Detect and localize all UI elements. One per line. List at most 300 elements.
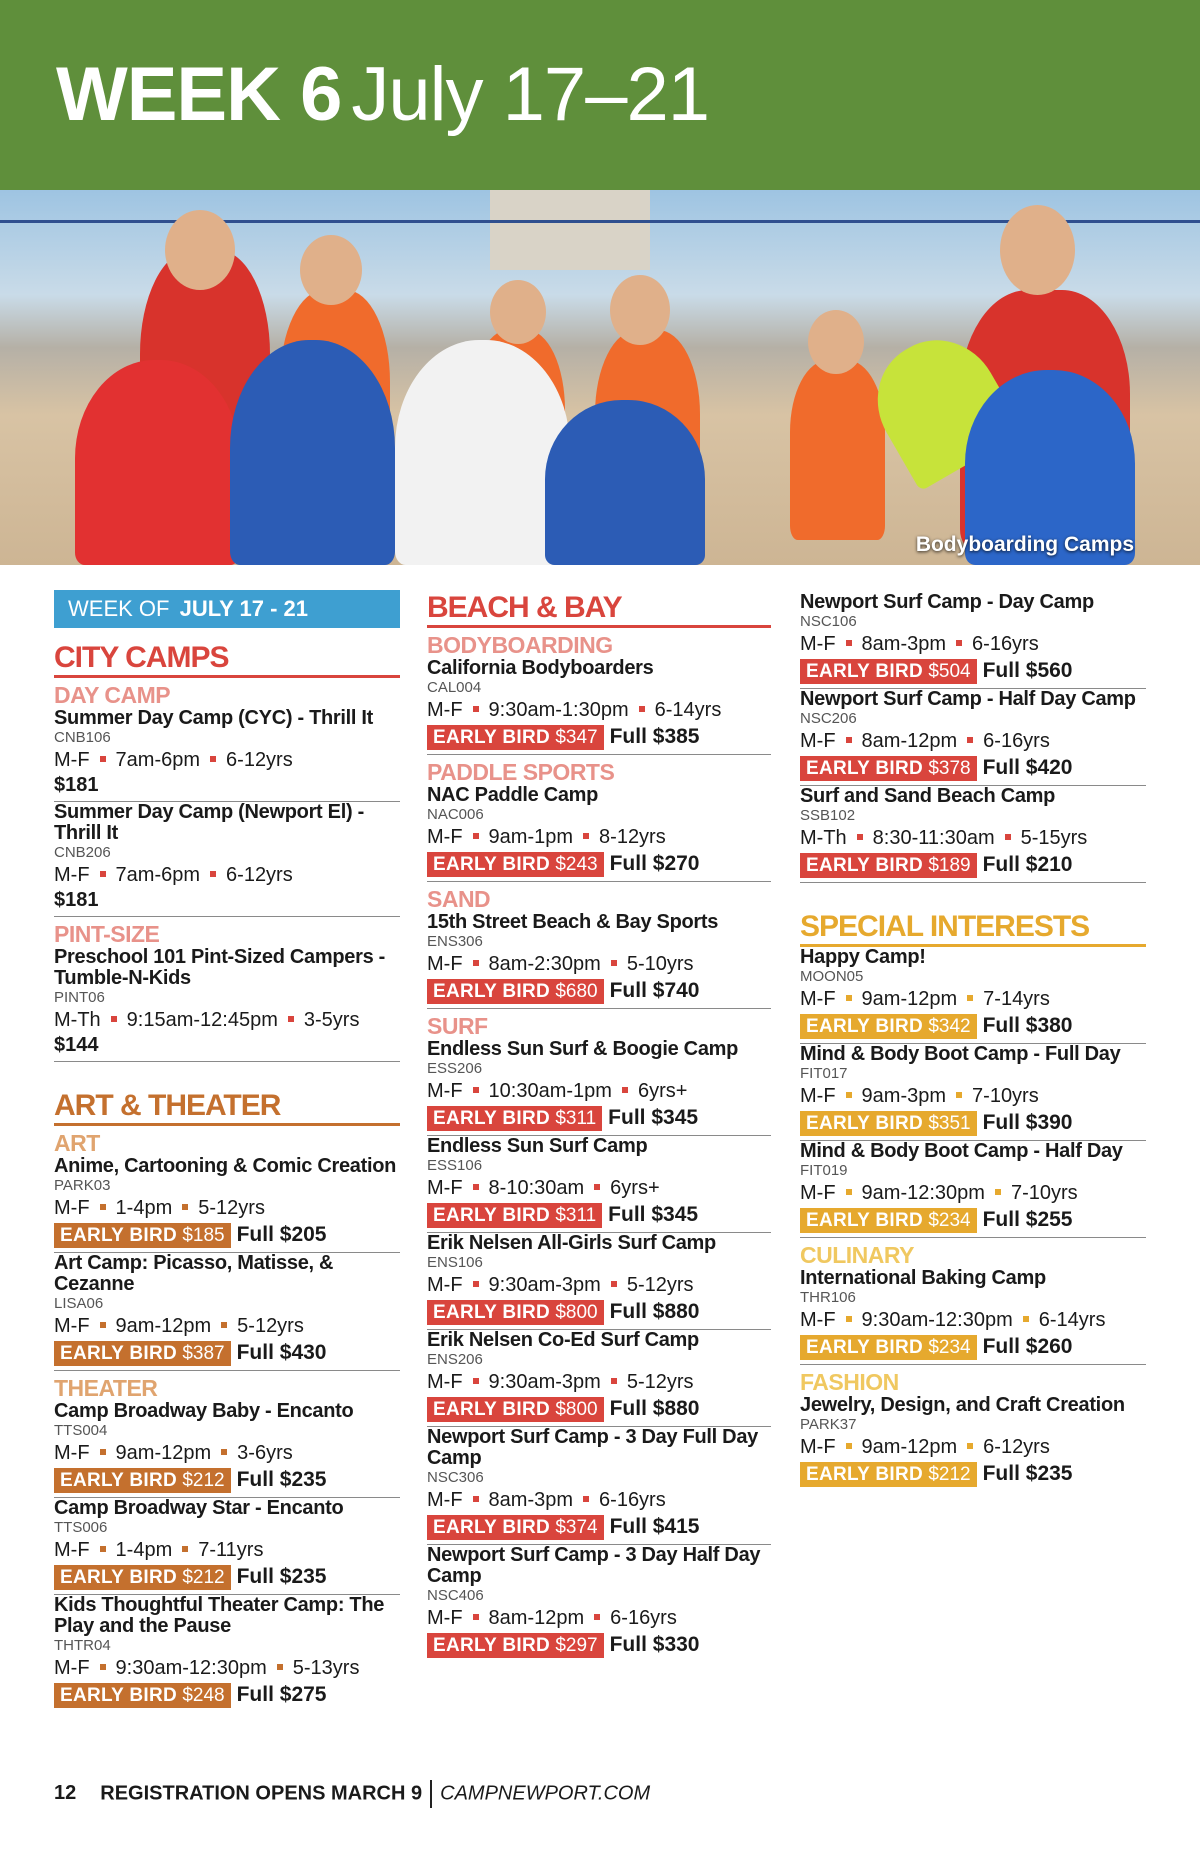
price-row [54, 1222, 400, 1248]
early-bird-badge [800, 659, 977, 684]
full-label: Full [236, 1341, 274, 1364]
camp-code: ESS206 [427, 1060, 483, 1077]
bullet-icon [100, 1449, 106, 1455]
full-label: Full [608, 1203, 646, 1226]
early-bird-price: $387 [182, 1343, 225, 1364]
camp-days: M-F [54, 749, 90, 771]
camp-listing[interactable] [800, 689, 1146, 786]
bullet-icon [473, 1614, 479, 1620]
camp-listing[interactable] [54, 1595, 400, 1712]
camp-code: NSC206 [800, 710, 857, 727]
camp-schedule [800, 1434, 1146, 1460]
camp-schedule [427, 1369, 771, 1395]
camp-listing[interactable] [800, 947, 1146, 1044]
camp-listing[interactable] [800, 592, 1146, 689]
price-row [427, 1202, 771, 1228]
early-bird-label: EARLY BIRD [433, 1635, 551, 1656]
full-label: Full [609, 1300, 647, 1323]
camp-listing[interactable] [54, 1156, 400, 1253]
camp-time: 9am-12pm [861, 1436, 958, 1458]
camp-listing[interactable] [427, 1427, 771, 1545]
camp-name: Surf and Sand Beach Camp [800, 785, 1056, 807]
bullet-icon [846, 1443, 852, 1449]
week-dates: July 17–21 [351, 52, 709, 137]
white-bodyboard [395, 340, 570, 565]
bullet-icon [611, 1378, 617, 1384]
camp-days: M-F [427, 1274, 463, 1296]
bullet-icon [473, 706, 479, 712]
camp-listing[interactable] [800, 1044, 1146, 1141]
week-number: WEEK 6 [56, 52, 342, 137]
camp-code: SSB102 [800, 807, 856, 824]
early-bird-badge [427, 1515, 604, 1540]
camp-listing[interactable] [800, 1268, 1146, 1365]
bullet-icon [956, 1092, 962, 1098]
full-price-value: $260 [1025, 1335, 1073, 1358]
camp-time: 9am-3pm [861, 1085, 947, 1107]
camp-time: 9:30am-12:30pm [861, 1309, 1013, 1331]
subcategory-heading: SAND [427, 886, 491, 912]
camp-listing[interactable] [54, 1498, 400, 1595]
camp-name: Summer Day Camp (CYC) - Thrill It [54, 707, 374, 729]
subcategory-heading: CULINARY [800, 1242, 914, 1268]
camp-days: M-F [54, 1657, 90, 1679]
early-bird-label: EARLY BIRD [806, 855, 924, 876]
bullet-icon [846, 1092, 852, 1098]
camp-code: ENS306 [427, 933, 483, 950]
early-bird-badge [800, 1208, 977, 1233]
full-label: Full [609, 1633, 647, 1656]
camp-days: M-F [427, 1177, 463, 1199]
camp-code: THTR04 [54, 1637, 111, 1654]
price-row [427, 1396, 771, 1422]
bullet-icon [956, 640, 962, 646]
camp-name: Camp Broadway Baby - Encanto [54, 1400, 354, 1422]
price-row [800, 1334, 1146, 1360]
camp-listing[interactable] [427, 912, 771, 1009]
camp-listing[interactable] [427, 1136, 771, 1233]
full-label: Full [982, 756, 1020, 779]
camp-time: 9am-12:30pm [861, 1182, 985, 1204]
camp-listing[interactable] [427, 1545, 771, 1662]
camp-code: PINT06 [54, 989, 105, 1006]
price-row [54, 1340, 400, 1366]
camp-schedule [427, 1605, 771, 1631]
full-price [983, 852, 1073, 877]
early-bird-badge [54, 1468, 231, 1493]
camp-days: M-F [54, 864, 90, 886]
full-price-value: $330 [652, 1633, 700, 1656]
camp-time: 9am-12pm [861, 988, 958, 1010]
camp-code: CNB106 [54, 729, 111, 746]
full-label: Full [982, 1208, 1020, 1231]
full-price-value: $415 [652, 1515, 700, 1538]
camp-listing[interactable] [54, 947, 400, 1062]
full-price-value: $235 [279, 1565, 327, 1588]
blue-bodyboard [230, 340, 395, 565]
early-bird-price: $504 [928, 661, 971, 682]
early-bird-price: $800 [555, 1399, 598, 1420]
camp-price: $181 [54, 774, 99, 796]
camp-code: NAC006 [427, 806, 484, 823]
full-label: Full [609, 979, 647, 1002]
price-row [800, 1461, 1146, 1487]
camp-ages: 7-10yrs [972, 1085, 1039, 1107]
camp-time: 9am-12pm [115, 1442, 212, 1464]
bullet-icon [473, 833, 479, 839]
camp-schedule [800, 1180, 1146, 1206]
early-bird-label: EARLY BIRD [433, 1517, 551, 1538]
camp-code: LISA06 [54, 1295, 104, 1312]
early-bird-badge [427, 1106, 602, 1131]
camp-price: $181 [54, 889, 99, 911]
camp-listing[interactable] [427, 1330, 771, 1427]
full-price [237, 1340, 327, 1365]
full-label: Full [982, 853, 1020, 876]
camp-code: NSC406 [427, 1587, 484, 1604]
camp-name: Newport Surf Camp - Half Day Camp [800, 688, 1136, 710]
full-price-value: $205 [279, 1223, 327, 1246]
camp-ages: 6-14yrs [654, 699, 722, 721]
full-price [610, 1514, 700, 1539]
early-bird-label: EARLY BIRD [433, 1108, 551, 1129]
early-bird-price: $378 [928, 758, 971, 779]
camp-time: 8:30-11:30am [872, 827, 995, 849]
camp-listing[interactable] [800, 1395, 1146, 1491]
bullet-icon [100, 756, 106, 762]
camp-code: TTS006 [54, 1519, 108, 1536]
bullet-icon [210, 871, 216, 877]
full-label: Full [236, 1468, 274, 1491]
bullet-icon [100, 1204, 106, 1210]
camp-name: Jewelry, Design, and Craft Creation [800, 1394, 1125, 1416]
camp-schedule [800, 728, 1146, 754]
camp-ages: 6-12yrs [983, 1436, 1050, 1458]
bullet-icon [995, 1189, 1001, 1195]
camp-time: 9am-12pm [115, 1315, 212, 1337]
camp-days: M-F [800, 1309, 836, 1331]
camp-listing[interactable] [800, 786, 1146, 883]
subcategory-heading: PINT-SIZE [54, 921, 160, 947]
camp-ages: 6-14yrs [1038, 1309, 1106, 1331]
early-bird-price: $234 [928, 1337, 971, 1358]
instructor-left-head [165, 210, 235, 290]
week-of-dates: JULY 17 - 21 [179, 596, 309, 621]
early-bird-badge [800, 1014, 977, 1039]
column-1-listings [54, 642, 400, 1712]
early-bird-badge [54, 1341, 231, 1366]
page-header [0, 0, 1200, 190]
full-price-value: $880 [652, 1397, 700, 1420]
price-row [427, 978, 771, 1004]
price-row [427, 1514, 771, 1540]
week-of-bar [54, 590, 400, 628]
camp-days: M-F [427, 699, 463, 721]
camp-schedule [54, 1537, 400, 1563]
camp-name: Newport Surf Camp - 3 Day Full Day Camp [427, 1426, 758, 1469]
camp-listing[interactable] [427, 658, 771, 755]
bullet-icon [210, 756, 216, 762]
camp-schedule [427, 697, 771, 723]
camp-schedule [54, 747, 400, 773]
camp-days: M-F [800, 633, 836, 655]
camp-days: M-F [800, 1436, 836, 1458]
bullet-icon [111, 1016, 117, 1022]
camp-ages: 6-12yrs [226, 864, 293, 886]
bullet-icon [1005, 834, 1011, 840]
full-label: Full [982, 1111, 1020, 1134]
full-label: Full [982, 659, 1020, 682]
camp-name: Mind & Body Boot Camp - Half Day [800, 1140, 1123, 1162]
bullet-icon [967, 1443, 973, 1449]
early-bird-badge [800, 756, 977, 781]
camp-schedule [800, 825, 1146, 851]
full-price [983, 1461, 1073, 1486]
full-label: Full [609, 725, 647, 748]
camp-listing[interactable] [427, 1233, 771, 1330]
early-bird-label: EARLY BIRD [433, 1399, 551, 1420]
camp-code: PARK37 [800, 1416, 857, 1433]
bullet-icon [639, 706, 645, 712]
early-bird-label: EARLY BIRD [60, 1225, 178, 1246]
full-price [608, 1202, 698, 1227]
camp-schedule [800, 1083, 1146, 1109]
early-bird-price: $351 [928, 1113, 971, 1134]
camp-time: 1-4pm [115, 1197, 173, 1219]
camp-schedule [54, 1313, 400, 1339]
camp-ages: 5-12yrs [626, 1371, 694, 1393]
camp-time: 9:30am-12:30pm [115, 1657, 267, 1679]
bullet-icon [967, 995, 973, 1001]
camp-code: ENS206 [427, 1351, 483, 1368]
bullet-icon [100, 871, 106, 877]
camp-listing[interactable] [427, 785, 771, 882]
camp-ages: 5-12yrs [626, 1274, 694, 1296]
kid-4 [790, 360, 885, 540]
full-price [237, 1564, 327, 1589]
camp-schedule [54, 1655, 400, 1681]
camp-days: M-F [800, 1182, 836, 1204]
camp-name: Erik Nelsen All-Girls Surf Camp [427, 1232, 716, 1254]
full-label: Full [982, 1335, 1020, 1358]
early-bird-badge [427, 1633, 604, 1658]
camp-days: M-F [800, 988, 836, 1010]
early-bird-price: $212 [928, 1464, 971, 1485]
early-bird-price: $212 [182, 1470, 225, 1491]
bullet-icon [277, 1664, 283, 1670]
full-price [983, 1013, 1073, 1038]
camp-time: 8am-3pm [861, 633, 947, 655]
full-price-value: $345 [651, 1106, 699, 1129]
camp-schedule [54, 1440, 400, 1466]
full-price [983, 1207, 1073, 1232]
camp-time: 7am-6pm [115, 749, 201, 771]
early-bird-label: EARLY BIRD [433, 1205, 551, 1226]
camp-name: Endless Sun Surf & Boogie Camp [427, 1038, 739, 1060]
early-bird-label: EARLY BIRD [60, 1470, 178, 1491]
price-row [427, 1632, 771, 1658]
camp-days: M-Th [800, 827, 847, 849]
price-row [54, 1467, 400, 1493]
camp-schedule [800, 631, 1146, 657]
price-row [427, 724, 771, 750]
camp-name: Art Camp: Picasso, Matisse, & Cezanne [54, 1252, 334, 1295]
full-label: Full [982, 1462, 1020, 1485]
early-bird-badge [427, 852, 604, 877]
camp-name: Summer Day Camp (Newport El) - Thrill It [54, 801, 364, 844]
camp-code: CAL004 [427, 679, 482, 696]
early-bird-label: EARLY BIRD [806, 661, 924, 682]
price-row [800, 1013, 1146, 1039]
column-3-listings [800, 592, 1146, 1491]
registration-note: REGISTRATION OPENS MARCH 9 [100, 1782, 423, 1805]
camp-name: 15th Street Beach & Bay Sports [427, 911, 719, 933]
bullet-icon [846, 1316, 852, 1322]
early-bird-price: $342 [928, 1016, 971, 1037]
camp-code: FIT017 [800, 1065, 848, 1082]
camp-schedule [800, 986, 1146, 1012]
full-price [983, 1110, 1073, 1135]
camp-code: TTS004 [54, 1422, 108, 1439]
camp-ages: 5-13yrs [292, 1657, 360, 1679]
full-price [983, 658, 1073, 683]
camp-name: Endless Sun Surf Camp [427, 1135, 648, 1157]
column-2 [427, 590, 771, 1662]
camp-ages: 5-10yrs [626, 953, 694, 975]
camp-schedule [427, 951, 771, 977]
early-bird-label: EARLY BIRD [806, 1016, 924, 1037]
full-price [610, 851, 700, 876]
camp-code: PARK03 [54, 1177, 111, 1194]
early-bird-label: EARLY BIRD [60, 1685, 178, 1706]
camp-time: 8am-3pm [488, 1489, 574, 1511]
camp-name: Newport Surf Camp - 3 Day Half Day Camp [427, 1544, 761, 1587]
camp-days: M-F [427, 1607, 463, 1629]
price-row [800, 852, 1146, 878]
bullet-icon [611, 960, 617, 966]
full-price-value: $380 [1025, 1014, 1073, 1037]
full-price-value: $275 [279, 1683, 327, 1706]
early-bird-badge [54, 1683, 231, 1708]
bullet-icon [221, 1449, 227, 1455]
page-number: 12 [54, 1782, 77, 1805]
camp-days: M-Th [54, 1009, 101, 1031]
full-price [608, 1105, 698, 1130]
price-row [800, 658, 1146, 684]
bullet-icon [622, 1087, 628, 1093]
camp-name: Preschool 101 Pint-Sized Campers - Tumble-N-Kids [54, 946, 386, 989]
camp-listing[interactable] [800, 1141, 1146, 1238]
price-row [427, 851, 771, 877]
price-row [800, 755, 1146, 781]
camp-ages: 7-14yrs [983, 988, 1050, 1010]
bullet-icon [100, 1322, 106, 1328]
early-bird-label: EARLY BIRD [60, 1567, 178, 1588]
camp-schedule [427, 1487, 771, 1513]
full-price [610, 1396, 700, 1421]
subcategory-heading: SURF [427, 1013, 488, 1039]
early-bird-price: $234 [928, 1210, 971, 1231]
camp-schedule [54, 1195, 400, 1221]
camp-name: International Baking Camp [800, 1267, 1046, 1289]
camp-schedule [427, 824, 771, 850]
early-bird-label: EARLY BIRD [433, 854, 551, 875]
camp-listing[interactable] [54, 708, 400, 802]
section-heading: ART & THEATER [54, 1090, 400, 1126]
early-bird-label: EARLY BIRD [433, 981, 551, 1002]
camp-time: 8am-12pm [861, 730, 958, 752]
full-price-value: $420 [1025, 756, 1073, 779]
early-bird-badge [800, 853, 977, 878]
early-bird-price: $189 [928, 855, 971, 876]
camp-time: 9:30am-3pm [488, 1274, 601, 1296]
full-label: Full [236, 1683, 274, 1706]
camp-days: M-F [54, 1315, 90, 1337]
week-title [56, 50, 709, 140]
early-bird-badge [427, 1203, 602, 1228]
early-bird-price: $185 [182, 1225, 225, 1246]
early-bird-badge [800, 1462, 977, 1487]
camp-days: M-F [800, 1085, 836, 1107]
bullet-icon [473, 1496, 479, 1502]
bullet-icon [473, 1184, 479, 1190]
camp-name: Happy Camp! [800, 946, 926, 968]
camp-schedule [54, 862, 400, 888]
early-bird-badge [427, 979, 604, 1004]
camp-days: M-F [427, 953, 463, 975]
camp-name: NAC Paddle Camp [427, 784, 599, 806]
camp-code: NSC306 [427, 1469, 484, 1486]
website-link[interactable]: CAMPNEWPORT.COM [440, 1782, 651, 1805]
full-label: Full [608, 1106, 646, 1129]
full-price-value: $390 [1025, 1111, 1073, 1134]
full-label: Full [609, 852, 647, 875]
early-bird-label: EARLY BIRD [806, 1337, 924, 1358]
full-price [237, 1682, 327, 1707]
camp-code: FIT019 [800, 1162, 848, 1179]
photo-caption: Bodyboarding Camps [915, 533, 1134, 556]
full-price-value: $255 [1025, 1208, 1073, 1231]
early-bird-label: EARLY BIRD [806, 1464, 924, 1485]
early-bird-badge [800, 1111, 977, 1136]
early-bird-price: $212 [182, 1567, 225, 1588]
camp-schedule [800, 1307, 1146, 1333]
full-price-value: $560 [1025, 659, 1073, 682]
early-bird-label: EARLY BIRD [60, 1343, 178, 1364]
kid-2-head [490, 280, 546, 344]
footer-divider [430, 1780, 432, 1808]
camp-ages: 6-16yrs [983, 730, 1050, 752]
bullet-icon [594, 1614, 600, 1620]
bullet-icon [182, 1204, 188, 1210]
kid-4-head [808, 310, 864, 374]
camp-listing[interactable] [54, 1401, 400, 1498]
bullet-icon [967, 737, 973, 743]
camp-ages: 6-16yrs [972, 633, 1039, 655]
camp-ages: 5-12yrs [237, 1315, 304, 1337]
week-of-label: WEEK OF [68, 596, 170, 621]
camp-days: M-F [427, 826, 463, 848]
camp-ages: 7-11yrs [198, 1539, 264, 1561]
bullet-icon [288, 1016, 294, 1022]
camp-listing[interactable] [54, 1253, 400, 1371]
camp-listing[interactable] [54, 802, 400, 917]
kid-1-head [300, 235, 362, 305]
full-price-value: $880 [652, 1300, 700, 1323]
bullet-icon [857, 834, 863, 840]
camp-ages: 6-16yrs [599, 1489, 666, 1511]
camp-listing[interactable] [427, 1039, 771, 1136]
